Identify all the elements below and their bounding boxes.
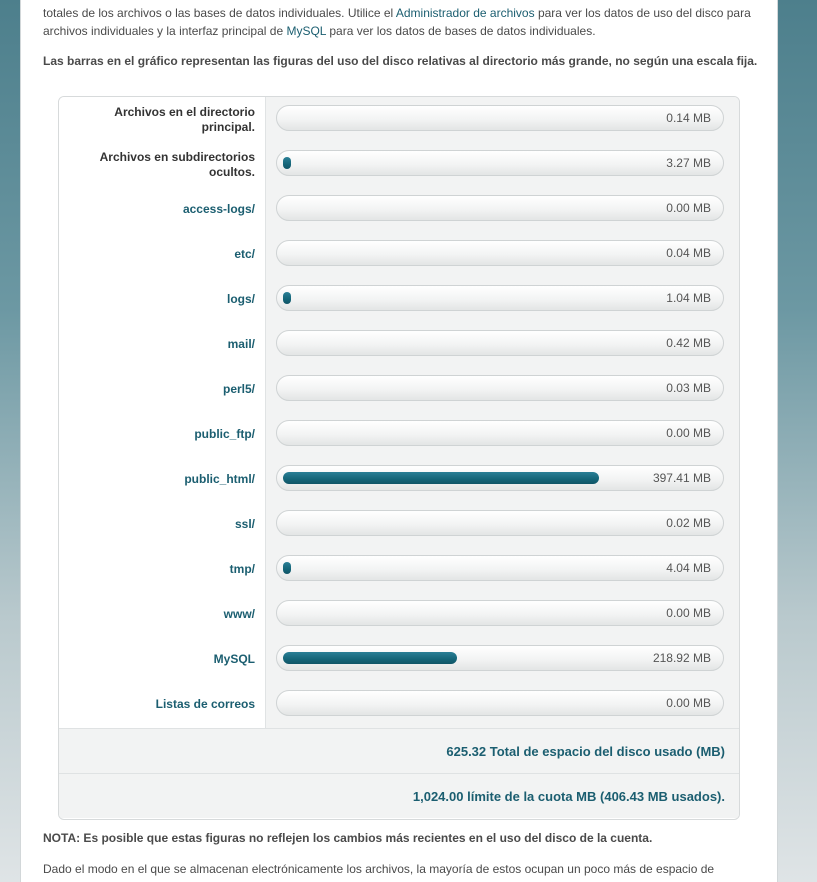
directory-link[interactable]: mail/ <box>227 337 255 351</box>
intro-text-1: totales de los archivos o las bases de datos individuales. Utilice el <box>43 6 396 20</box>
directory-link[interactable]: www/ <box>223 607 255 621</box>
usage-bar-fill <box>283 562 291 574</box>
directory-link[interactable]: logs/ <box>226 292 255 306</box>
usage-row <box>59 232 739 277</box>
bars-explanation: Las barras en el gráfico representan las figuras del uso del disco relativas al directorio más grande, no según una escala fija. <box>43 54 758 68</box>
content-panel <box>20 0 778 882</box>
directory-link[interactable]: perl5/ <box>222 382 255 396</box>
usage-value: 0.02 MB <box>666 516 711 530</box>
directory-link[interactable]: MySQL <box>213 652 255 666</box>
usage-value: 0.00 MB <box>666 606 711 620</box>
directory-link[interactable]: ssl/ <box>234 517 255 531</box>
usage-row <box>59 97 739 142</box>
usage-bar-fill <box>283 292 291 304</box>
usage-row <box>59 592 739 637</box>
usage-value: 0.00 MB <box>666 696 711 710</box>
usage-row <box>59 682 739 727</box>
usage-value: 0.14 MB <box>666 111 711 125</box>
directory-link[interactable]: public_html/ <box>184 472 255 486</box>
usage-row <box>59 457 739 502</box>
directory-link[interactable]: public_ftp/ <box>194 427 255 441</box>
file-manager-link[interactable]: Administrador de archivos <box>395 6 535 20</box>
usage-bar <box>276 285 724 311</box>
usage-bar <box>276 105 724 131</box>
usage-bar <box>276 420 724 446</box>
usage-row <box>59 637 739 682</box>
quota-limit: 1,024.00 límite de la cuota MB (406.43 MB usados). <box>59 773 739 818</box>
usage-bar <box>276 555 724 581</box>
note-paragraph: Dado el modo en el que se almacenan electrónicamente los archivos, la mayoría de estos ocupan un poco más de espacio de <box>43 862 715 876</box>
row-label: Archivos en el directorio principal. <box>114 104 255 134</box>
usage-row <box>59 502 739 547</box>
intro-paragraph <box>43 4 755 40</box>
note-heading: NOTA: Es posible que estas figuras no reflejen los cambios más recientes en el uso del disco de la cuenta. <box>43 831 653 845</box>
disk-usage-table <box>58 96 740 820</box>
usage-bar <box>276 150 724 176</box>
total-disk-used: 625.32 Total de espacio del disco usado (MB) <box>59 728 739 773</box>
usage-value: 3.27 MB <box>666 156 711 170</box>
row-label: Archivos en subdirectorios ocultos. <box>99 149 255 179</box>
usage-value: 0.04 MB <box>666 246 711 260</box>
usage-row <box>59 367 739 412</box>
directory-link[interactable]: tmp/ <box>229 562 255 576</box>
usage-row <box>59 412 739 457</box>
usage-bar <box>276 240 724 266</box>
usage-row <box>59 322 739 367</box>
intro-text-2: para ver los datos de uso del disco para archivos individuales y la interfaz principal de <box>43 6 751 38</box>
usage-bar-fill <box>283 472 599 484</box>
usage-value: 0.00 MB <box>666 426 711 440</box>
usage-value: 218.92 MB <box>652 651 711 665</box>
usage-bar <box>276 375 724 401</box>
mysql-link[interactable]: MySQL <box>286 24 327 38</box>
usage-bar <box>276 600 724 626</box>
directory-link[interactable]: etc/ <box>234 247 255 261</box>
intro-text-3: para ver los datos de bases de datos individuales. <box>326 24 596 38</box>
usage-value: 0.00 MB <box>666 201 711 215</box>
usage-bar-fill <box>283 652 457 664</box>
usage-row <box>59 277 739 322</box>
usage-bar <box>276 195 724 221</box>
usage-bar <box>276 510 724 536</box>
usage-row <box>59 142 739 187</box>
usage-row <box>59 547 739 592</box>
directory-link[interactable]: Listas de correos <box>155 697 255 711</box>
usage-bar-fill <box>283 157 291 169</box>
usage-bar <box>276 330 724 356</box>
usage-row <box>59 187 739 232</box>
usage-bar <box>276 645 724 671</box>
usage-value: 0.03 MB <box>666 381 711 395</box>
usage-bar <box>276 465 724 491</box>
usage-value: 397.41 MB <box>652 471 711 485</box>
directory-link[interactable]: access-logs/ <box>182 202 255 216</box>
usage-bar <box>276 690 724 716</box>
usage-value: 0.42 MB <box>666 336 711 350</box>
usage-value: 4.04 MB <box>666 561 711 575</box>
usage-value: 1.04 MB <box>666 291 711 305</box>
